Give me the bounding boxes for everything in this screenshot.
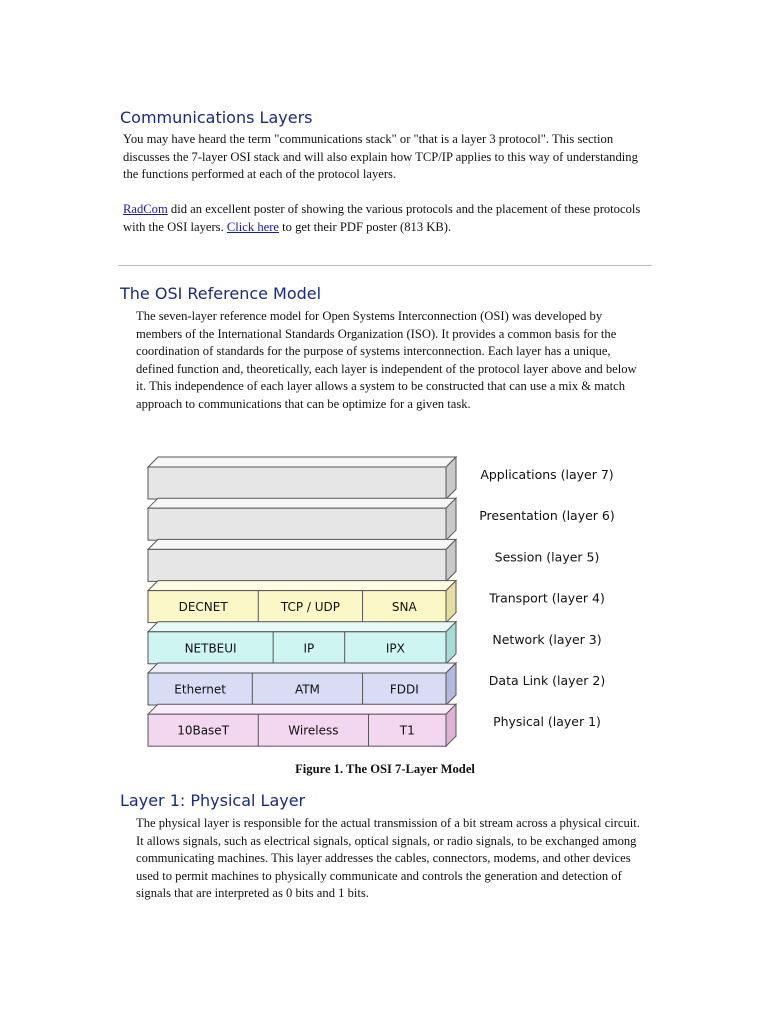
layer-front-face xyxy=(148,508,446,540)
layer-label: Transport (layer 4) xyxy=(489,590,605,606)
section-title-communications-layers: Communications Layers xyxy=(120,108,313,127)
radcom-text-end: to get their PDF poster (813 KB). xyxy=(279,219,452,234)
protocol-cell: Wireless xyxy=(288,723,339,738)
figure-caption: Figure 1. The OSI 7-Layer Model xyxy=(295,762,475,776)
osi-layer-3 xyxy=(148,622,602,664)
layer-top-face xyxy=(148,498,456,508)
layer-top-face xyxy=(148,581,456,591)
layer-label: Physical (layer 1) xyxy=(493,714,601,730)
layer-label: Data Link (layer 2) xyxy=(488,673,606,688)
osi-layer-5 xyxy=(148,539,599,581)
layer-label: Presentation (layer 6) xyxy=(479,508,615,524)
layer-top-face xyxy=(148,457,456,467)
layer-label: Applications (layer 7) xyxy=(480,467,614,482)
layer-top-face xyxy=(148,622,456,632)
osi-model-paragraph: The seven-layer reference model for Open Systems Interconnection (OSI) was developed by members of the International Standards Organization (ISO). It provides a common basis for the coordination of standards for the purpose of systems interconnection. Each layer has a unique, defined function and, theoretically, each layer is independent of the protocol layer above and below it. This independence of each layer allows a system to be constructed that can use a mix & match approach to communications that can be optimize for a given task. xyxy=(136,309,637,411)
layer-label: Network (layer 3) xyxy=(492,631,602,647)
layer-front-face xyxy=(148,467,446,499)
osi-layer-1 xyxy=(148,704,601,746)
protocol-cell: NETBEUI xyxy=(184,641,237,656)
layer-top-face xyxy=(148,663,456,673)
protocol-cell: IPX xyxy=(385,641,405,656)
click-here-link[interactable]: Click here xyxy=(226,219,279,234)
protocol-cell: SNA xyxy=(391,600,417,615)
osi-layer-6 xyxy=(148,498,615,540)
protocol-cell: 10BaseT xyxy=(177,723,230,738)
layer-top-face xyxy=(148,704,456,714)
protocol-cell: FDDI xyxy=(389,682,419,697)
protocol-cell: TCP / UDP xyxy=(280,600,341,615)
protocol-cell: DECNET xyxy=(178,600,228,615)
layer-front-face xyxy=(148,549,446,581)
radcom-link[interactable]: RadCom xyxy=(123,202,168,216)
osi-layer-7 xyxy=(148,457,614,499)
radcom-text: did an excellent poster of showing the various protocols and the placement of these protocols with the OSI layers. xyxy=(123,202,641,234)
osi-layer-4 xyxy=(148,581,605,623)
protocol-cell: ATM xyxy=(294,682,320,697)
protocol-cell: T1 xyxy=(399,723,415,738)
protocol-cell: IP xyxy=(303,641,315,656)
layer-label: Session (layer 5) xyxy=(494,549,600,565)
section-title-physical-layer: Layer 1: Physical Layer xyxy=(120,791,306,810)
layer-top-face xyxy=(148,539,456,549)
physical-layer-paragraph: The physical layer is responsible for the actual transmission of a bit stream across a physical circuit. It allows signals, such as electrical signals, optical signals, or radio signals, to be exchanged among communicating machines. This layer addresses the cables, connectors, modems, and other devices used to permit machines to physically communicate and controls the generation and detection of signals that are interpreted as 0 bits and 1 bits. xyxy=(136,816,640,901)
osi-layer-2 xyxy=(148,663,605,705)
communications-intro-paragraph: You may have heard the term "communications stack" or "that is a layer 3 protocol". This section discusses the 7-layer OSI stack and will also explain how TCP/IP applies to this way of understanding the functions performed at each of the protocol layers. xyxy=(123,132,638,182)
section-title-osi-reference-model: The OSI Reference Model xyxy=(120,284,322,303)
protocol-cell: Ethernet xyxy=(174,682,227,697)
